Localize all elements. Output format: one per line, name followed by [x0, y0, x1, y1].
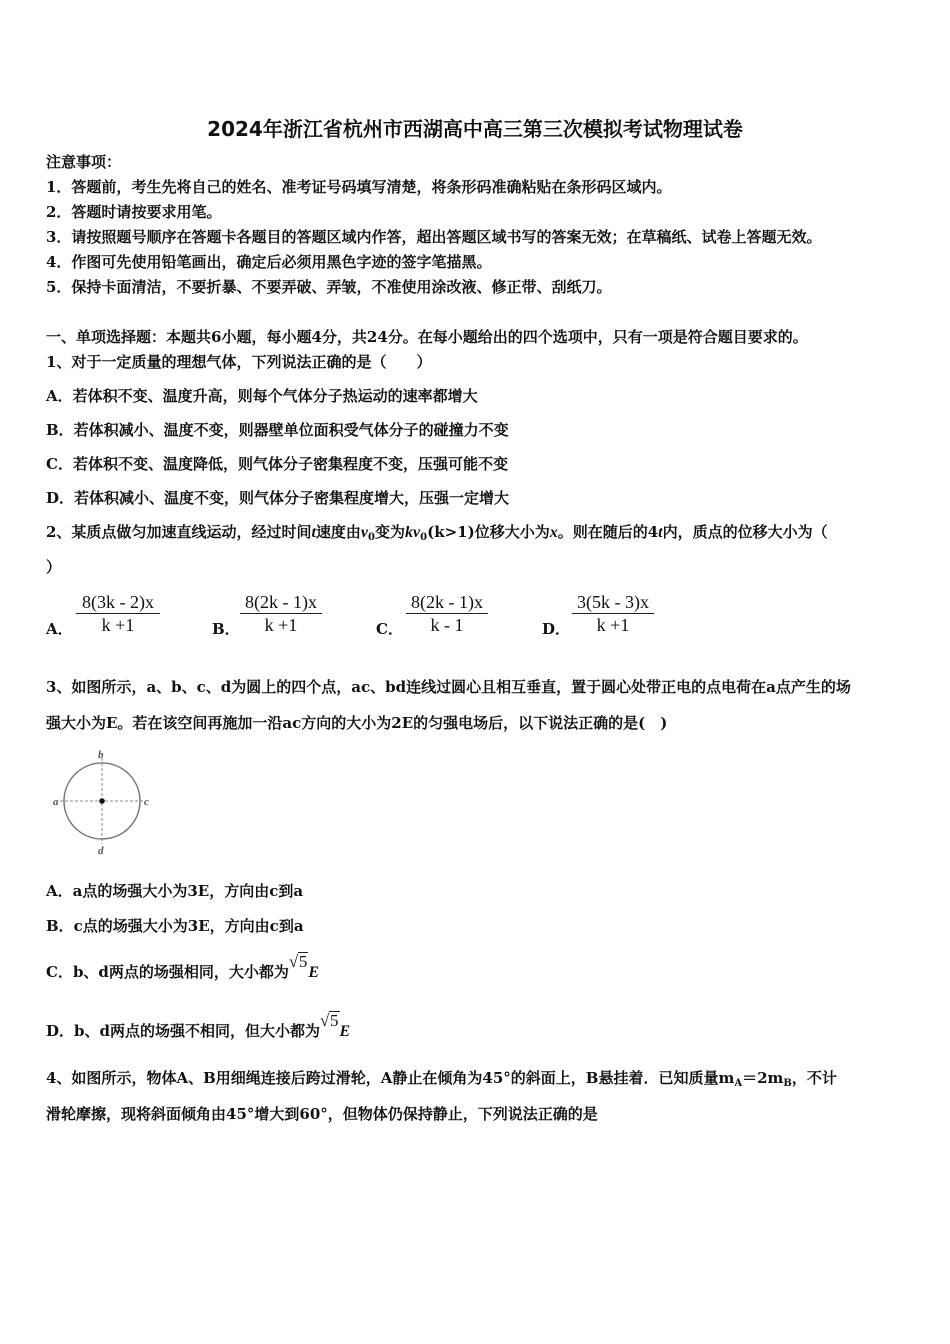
notice-item-5: 5．保持卡面清洁，不要折暴、不要弄破、弄皱，不准使用涂改液、修正带、刮纸刀。: [46, 278, 612, 296]
q2-option-a-label: A．: [46, 620, 73, 638]
point-d-label: d: [98, 845, 104, 856]
denominator: k +1: [264, 615, 298, 635]
denominator: k +1: [101, 615, 135, 635]
q1-option-c: C．若体积不变、温度降低，则气体分子密集程度不变，压强可能不变: [46, 455, 508, 473]
subscript: 0: [420, 532, 428, 543]
notice-item-1: 1．答题前，考生先将自己的姓名、准考证号码填写清楚，将条形码准确粘贴在条形码区域内。: [46, 178, 672, 196]
notice-heading: 注意事项：: [46, 153, 122, 171]
var-E: E: [339, 1023, 351, 1040]
q2-stem-part: 内，质点的位移大小为（: [662, 523, 828, 541]
var-x: x: [549, 524, 558, 541]
q2-stem: [46, 522, 828, 548]
q3-option-c: [46, 952, 320, 983]
sqrt-expression: [289, 952, 309, 972]
q1-option-b: B．若体积减小、温度不变，则器壁单位面积受气体分子的碰撞力不变: [46, 421, 509, 439]
numerator: 3(5k - 3)x: [572, 591, 654, 614]
q2-stem-part: 。则在随后的4: [557, 523, 659, 541]
sqrt-sign: √: [320, 1011, 330, 1030]
q3-option-b: B．c点的场强大小为3E，方向由c到a: [46, 917, 304, 935]
q2-option-b-fraction: [240, 591, 322, 636]
q2-stem-part: 变为: [375, 523, 406, 541]
q2-option-c-label: C．: [376, 620, 403, 638]
point-b-label: b: [98, 749, 104, 761]
notice-item-3: 3．请按照题号顺序在答题卡各题目的答题区域内作答，超出答题区域书写的答案无效；在草稿纸、试卷上答题无效。: [46, 228, 822, 246]
q3-stem-line1: 3、如图所示，a、b、c、d为圆上的四个点，ac、bd连线过圆心且相互垂直，置于圆心处带正电的点电荷在a点产生的场: [46, 678, 851, 696]
q3-option-d: [46, 1011, 351, 1042]
q2-option-c-fraction: [406, 591, 488, 636]
radicand: 5: [330, 1011, 339, 1030]
var-t: t: [311, 524, 316, 541]
denominator: k +1: [596, 615, 630, 635]
radicand: 5: [298, 952, 308, 971]
q1-option-a: A．若体积不变、温度升高，则每个气体分子热运动的速率都增大: [46, 387, 478, 405]
point-a-label: a: [53, 796, 59, 808]
var-E: E: [308, 964, 320, 981]
numerator: 8(2k - 1)x: [406, 591, 488, 614]
notice-item-4: 4．作图可先使用铅笔画出，确定后必须用黑色字迹的签字笔描黑。: [46, 253, 492, 271]
q3-option-c-text: C．b、d两点的场强相同，大小都为: [46, 963, 289, 981]
q1-stem: 1、对于一定质量的理想气体，下列说法正确的是（ ）: [46, 353, 432, 371]
denominator: k - 1: [430, 615, 464, 635]
q3-option-d-text: D．b、d两点的场强不相同，但大小都为: [46, 1022, 320, 1040]
q4-stem-part: 4、如图所示，物体A、B用细绳连接后跨过滑轮，A静止在倾角为45°的斜面上，B悬挂着．已知质量m: [46, 1069, 735, 1087]
q2-condition: (k>1): [427, 523, 475, 541]
q2-stem-close: ）: [46, 558, 62, 576]
q1-option-d: D．若体积减小、温度不变，则气体分子密集程度增大，压强一定增大: [46, 489, 510, 507]
notice-item-2: 2．答题时请按要求用笔。: [46, 203, 222, 221]
subscript: 0: [368, 532, 375, 543]
q2-option-b-label: B．: [212, 620, 240, 638]
sqrt-expression: [320, 1011, 340, 1031]
exam-title: 2024年浙江省杭州市西湖高中高三第三次模拟考试物理试卷: [207, 117, 743, 141]
q3-stem-line2: 强大小为E。若在该空间再施加一沿ac方向的大小为2E的匀强电场后，以下说法正确的是( ): [46, 714, 668, 732]
numerator: 8(2k - 1)x: [240, 591, 322, 614]
subscript: A: [734, 1078, 743, 1089]
var-kv: kv: [405, 524, 421, 541]
q2-stem-part: 速度由: [315, 523, 361, 541]
q4-stem-line2: 滑轮摩擦，现将斜面倾角由45°增大到60°，但物体仍保持静止，下列说法正确的是: [46, 1105, 598, 1123]
q2-stem-part: 2、某质点做匀加速直线运动，经过时间: [46, 523, 312, 541]
q4-stem-line1: [46, 1068, 837, 1094]
point-c-label: c: [144, 796, 149, 808]
section-heading: 一、单项选择题：本题共6小题，每小题4分，共24分。在每小题给出的四个选项中，只有一项是符合题目要求的。: [46, 328, 808, 346]
sqrt-sign: √: [288, 952, 299, 971]
q3-option-a: A．a点的场强大小为3E，方向由c到a: [46, 882, 304, 900]
q4-stem-part: ＝2m: [742, 1069, 784, 1087]
var-v: v: [360, 524, 369, 541]
q2-stem-part: 位移大小为: [474, 523, 550, 541]
var-t: t: [658, 524, 663, 541]
q2-option-d-label: D．: [542, 620, 571, 638]
q4-stem-part: ，不计: [791, 1069, 837, 1087]
q3-circle-figure: [48, 748, 158, 856]
subscript: B: [783, 1078, 792, 1089]
q2-option-a-fraction: [76, 591, 160, 636]
numerator: 8(3k - 2)x: [76, 591, 160, 614]
center-charge: [99, 798, 105, 804]
q2-option-d-fraction: [572, 591, 654, 636]
